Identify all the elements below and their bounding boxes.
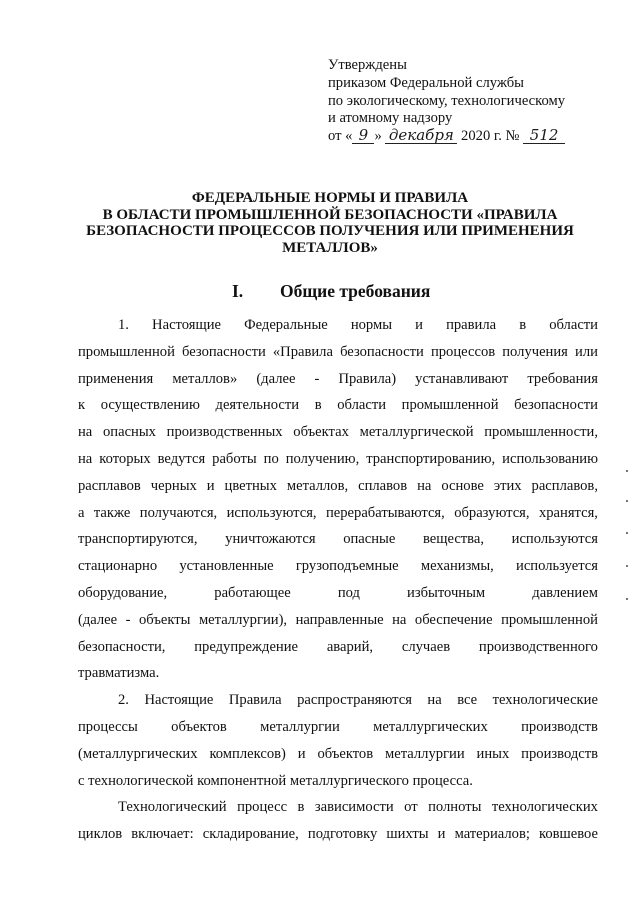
word: и: [415, 317, 423, 333]
word: Правила): [338, 370, 397, 387]
body-line: [78, 419, 598, 446]
word: избыточным: [407, 584, 486, 601]
title-line-1: ФЕДЕРАЛЬНЫЕ НОРМЫ И ПРАВИЛА: [191, 190, 469, 206]
body-line: [78, 821, 598, 848]
word: металлургии: [385, 745, 465, 762]
word: направленные: [295, 611, 384, 628]
word: ковшевое: [538, 826, 598, 843]
document-title: [80, 190, 580, 256]
word: промышленности,: [484, 424, 598, 441]
word: Федеральные: [244, 317, 328, 333]
word: объектов: [171, 718, 227, 735]
word: транспортируются,: [78, 531, 198, 548]
word: металлургии: [260, 718, 340, 735]
word: 2.: [118, 692, 129, 709]
handwritten-day: 9: [352, 128, 374, 144]
section-number: I.: [232, 281, 244, 301]
word: работающее: [214, 584, 291, 601]
word: области: [337, 397, 387, 414]
word: перерабатываются,: [325, 504, 445, 521]
word: случаев: [401, 638, 451, 655]
word: безопасности,: [78, 638, 166, 655]
body-line: [78, 607, 598, 634]
body-line: [78, 473, 598, 500]
word: -: [125, 611, 131, 628]
word: материалов;: [454, 826, 530, 843]
word: осуществлению: [100, 397, 200, 414]
approval-line-1: Утверждены: [328, 57, 407, 73]
word: аварий,: [326, 638, 374, 655]
word: «Правила: [272, 343, 333, 360]
word: включает:: [131, 826, 194, 843]
word: основе: [441, 477, 484, 494]
word: объектов: [317, 745, 374, 762]
handwritten-month: декабря: [385, 128, 457, 144]
word: металлов,: [286, 477, 349, 494]
word: -: [314, 370, 320, 387]
word: (далее: [78, 611, 118, 628]
word: Настоящие: [144, 692, 214, 709]
body-line: [78, 392, 598, 419]
body-line: [78, 768, 598, 795]
body-line: [78, 339, 598, 366]
word: процессов: [430, 343, 496, 360]
word: требования: [527, 370, 598, 387]
body-line: [78, 714, 598, 741]
body-line-text: с технологической компонентной металлургического процесса.: [78, 772, 473, 789]
word: промышленной: [78, 343, 175, 360]
approval-line-2: приказом Федеральной службы: [328, 74, 524, 91]
word: правила: [446, 317, 497, 333]
word: иных: [476, 745, 510, 762]
title-line-4: МЕТАЛЛОВ»: [282, 239, 378, 256]
body-line: [78, 687, 598, 714]
word: промышленной: [501, 611, 598, 628]
body-line: [78, 366, 598, 393]
word: производств: [521, 745, 598, 762]
word: и: [297, 745, 306, 762]
word: складирование,: [202, 826, 299, 843]
word: объекты: [138, 611, 191, 628]
word: 1.: [118, 317, 129, 333]
year-text: 2020 г. №: [461, 128, 520, 145]
word: устанавливают: [415, 370, 509, 387]
body-line: [78, 741, 598, 768]
word: к: [78, 397, 86, 414]
section-title: Общие требования: [280, 281, 431, 301]
handwritten-number: 512: [523, 128, 565, 144]
word: используются,: [226, 504, 317, 521]
date-prefix: от «: [328, 128, 353, 145]
word: оборудование,: [78, 584, 168, 601]
word: по: [263, 450, 279, 467]
word: циклов: [78, 826, 123, 843]
word: получению,: [285, 450, 360, 467]
word: давлением: [532, 584, 598, 601]
word: деятельности: [215, 397, 300, 414]
margin-scan-marks: [626, 470, 632, 630]
word: под: [337, 584, 360, 601]
word: производственного: [478, 638, 598, 655]
word: безопасности: [514, 397, 598, 414]
word: в: [297, 799, 305, 816]
body-line: [78, 660, 598, 687]
word: металлургической: [359, 424, 474, 441]
word: от: [404, 799, 418, 816]
word: комплексов): [209, 745, 286, 762]
body-line: [78, 446, 598, 473]
word: установленные: [179, 558, 274, 575]
word: процессы: [78, 718, 138, 735]
word: расплавов: [78, 477, 141, 494]
body-line: [78, 634, 598, 661]
word: на: [392, 611, 407, 628]
word: на: [78, 424, 93, 441]
word: шихты: [386, 826, 429, 843]
word: применения: [78, 370, 154, 387]
word: (далее: [256, 370, 296, 387]
word: промышленной: [401, 397, 499, 414]
word: нормы: [350, 317, 393, 333]
word: Технологический: [118, 799, 227, 816]
word: в: [519, 317, 527, 333]
word: также: [93, 504, 131, 521]
word: или: [575, 343, 598, 360]
word: используются: [511, 531, 598, 548]
word: образуются,: [454, 504, 530, 521]
word: опасные: [343, 531, 396, 548]
word: на: [78, 450, 93, 467]
body-line: [78, 312, 598, 339]
word: ведутся: [157, 450, 206, 467]
word: цветных: [224, 477, 277, 494]
approval-line-3: по экологическому, технологическому: [328, 92, 566, 109]
word: сплавов: [358, 477, 408, 494]
word: производственных: [166, 424, 283, 441]
word: грузоподъемные: [295, 558, 399, 575]
word: полноты: [428, 799, 482, 816]
word: металлургии),: [198, 611, 288, 628]
word: подготовку: [307, 826, 378, 843]
word: использованию: [502, 450, 598, 467]
body-line: [78, 580, 598, 607]
word: на: [427, 692, 442, 709]
word: (металлургических: [78, 745, 198, 762]
word: получаются,: [139, 504, 218, 521]
word: производств: [521, 718, 598, 735]
word: расплавов,: [531, 477, 598, 494]
word: обеспечение: [414, 611, 493, 628]
word: транспортированию,: [366, 450, 496, 467]
word: все: [457, 692, 478, 709]
word: технологические: [492, 692, 598, 709]
word: хранятся,: [538, 504, 598, 521]
word: безопасности: [340, 343, 424, 360]
word: уничтожаются: [225, 531, 316, 548]
section-heading: [232, 281, 430, 302]
body-line: [78, 794, 598, 821]
word: механизмы,: [420, 558, 494, 575]
body-line-text: травматизма.: [78, 665, 160, 682]
approval-line-4: и атомному надзору: [328, 110, 453, 127]
date-mid: »: [374, 128, 382, 145]
word: которых: [99, 450, 151, 467]
word: технологических: [491, 799, 598, 816]
word: объектах: [293, 424, 349, 441]
word: процесс: [237, 799, 288, 816]
body-text: [78, 312, 598, 848]
word: используется: [516, 558, 598, 575]
word: зависимости: [314, 799, 394, 816]
word: получения: [502, 343, 568, 360]
word: металлургических: [373, 718, 488, 735]
word: этих: [493, 477, 522, 494]
approval-date-line: [328, 128, 608, 146]
body-line: [78, 500, 598, 527]
word: опасных: [102, 424, 156, 441]
title-line-3: БЕЗОПАСНОСТИ ПРОЦЕССОВ ПОЛУЧЕНИЯ ИЛИ ПРИМЕНЕНИЯ: [86, 223, 574, 239]
title-line-2: В ОБЛАСТИ ПРОМЫШЛЕННОЙ БЕЗОПАСНОСТИ «ПРАВИЛА: [102, 206, 558, 223]
word: металлов»: [172, 370, 238, 387]
word: стационарно: [78, 558, 158, 575]
word: на: [417, 477, 432, 494]
word: работы: [212, 450, 257, 467]
word: черных: [150, 477, 197, 494]
body-line: [78, 526, 598, 553]
word: Настоящие: [152, 317, 221, 333]
word: а: [78, 504, 85, 521]
word: предупреждение: [194, 638, 299, 655]
word: Правила: [228, 692, 282, 709]
word: области: [549, 317, 598, 333]
word: в: [314, 397, 322, 414]
word: и: [206, 477, 215, 494]
word: распространяются: [297, 692, 412, 709]
word: безопасности: [182, 343, 266, 360]
body-line: [78, 553, 598, 580]
word: и: [437, 826, 446, 843]
word: вещества,: [422, 531, 485, 548]
approval-block: [328, 57, 608, 146]
